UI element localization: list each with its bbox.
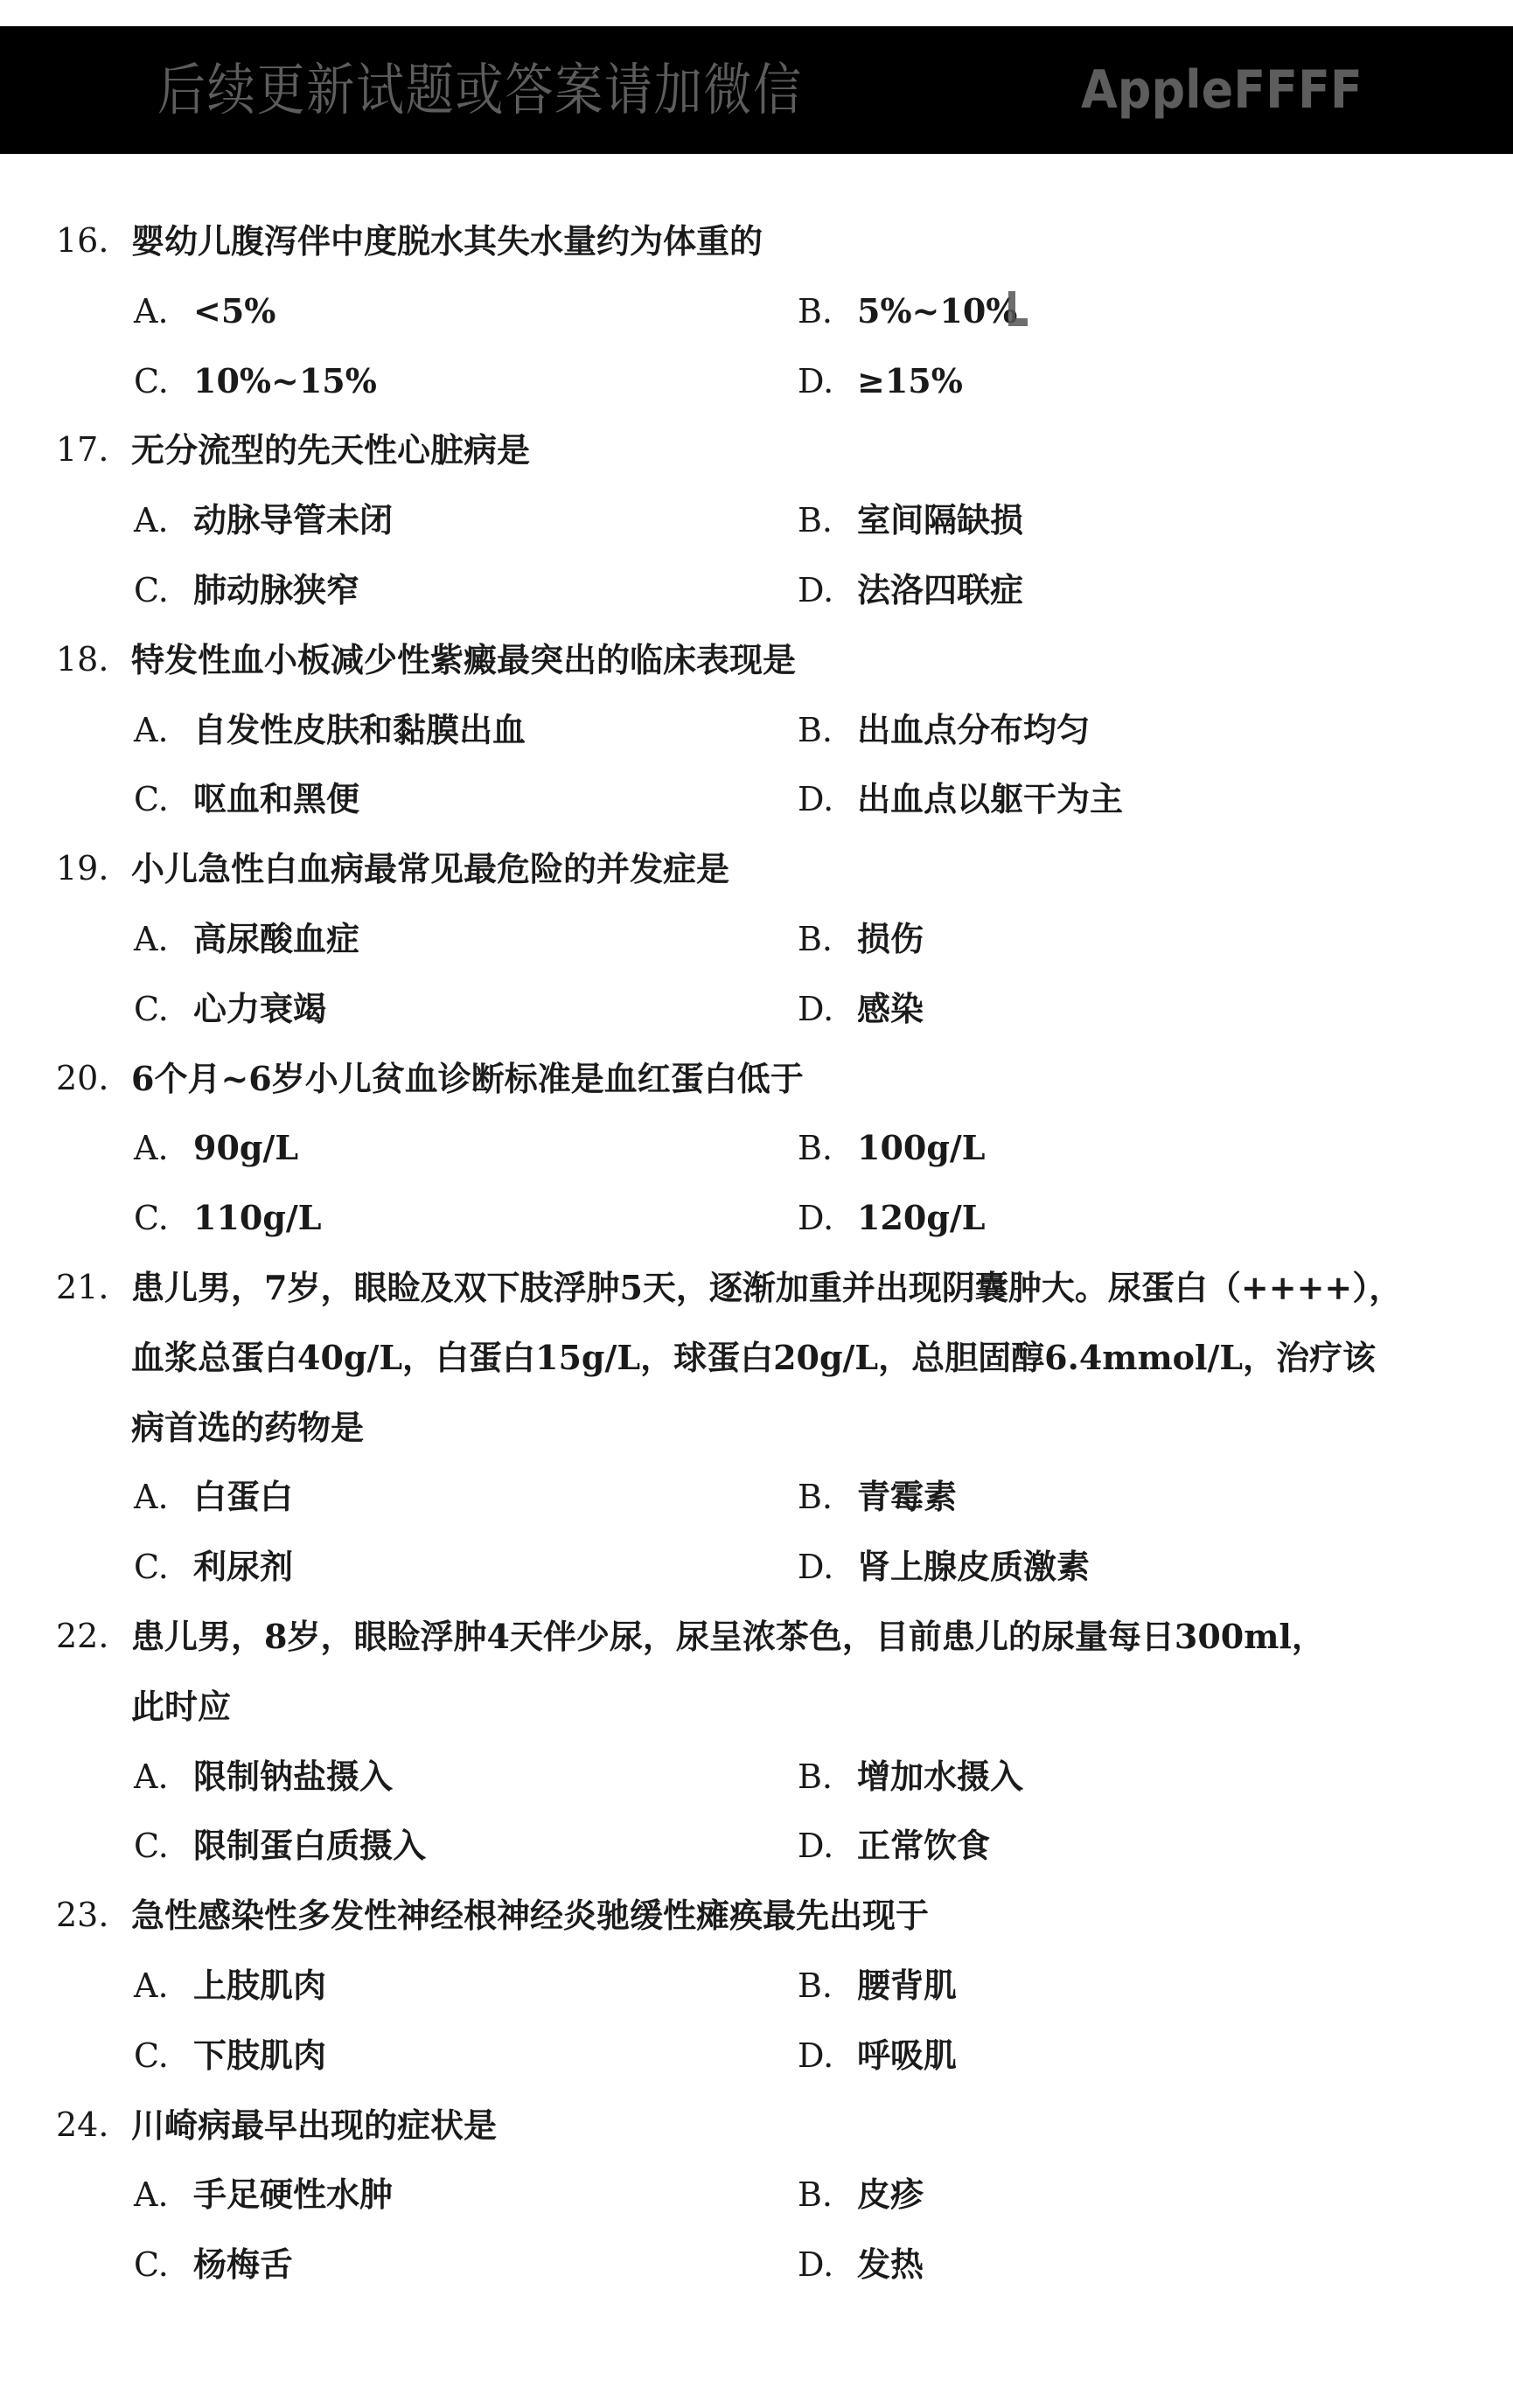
option-a: A. 高尿酸血症 bbox=[134, 918, 360, 958]
option-c: C. 肺动脉狭窄 bbox=[134, 569, 360, 609]
exam-page bbox=[0, 206, 1513, 2300]
question-number: 24. bbox=[56, 2105, 109, 2144]
option-c: C. 10%~15% bbox=[134, 360, 377, 400]
options-row bbox=[0, 695, 1513, 765]
options-row bbox=[0, 485, 1513, 555]
options-row bbox=[0, 276, 1513, 346]
question-number: 18. bbox=[56, 639, 109, 679]
option-a: A. 白蛋白 bbox=[134, 1477, 294, 1517]
banner-wechat-id: AppleFFFF bbox=[1081, 59, 1363, 121]
options-row bbox=[0, 1183, 1513, 1253]
question-number: 17. bbox=[56, 430, 109, 470]
options-row bbox=[0, 346, 1513, 416]
option-b: B. 损伤 bbox=[798, 918, 924, 958]
options-row bbox=[0, 1811, 1513, 1881]
option-c: C. 呕血和黑便 bbox=[134, 779, 360, 819]
option-d: D. 120g/L bbox=[798, 1198, 986, 1238]
question-stem: 急性感染性多发性神经根神经炎驰缓性瘫痪最先出现于 bbox=[131, 1896, 930, 1936]
option-b: B. 腰背肌 bbox=[798, 1965, 958, 2005]
question-stem: 小儿急性白血病最常见最危险的并发症是 bbox=[131, 849, 730, 889]
options-row bbox=[0, 904, 1513, 974]
question-23 bbox=[0, 1881, 1513, 1951]
option-a: A. 自发性皮肤和黏膜出血 bbox=[134, 709, 526, 749]
options-row bbox=[0, 2160, 1513, 2230]
question-number: 23. bbox=[56, 1896, 109, 1935]
option-d: D. 法洛四联症 bbox=[798, 569, 1024, 609]
question-16 bbox=[0, 206, 1513, 276]
question-stem-continued bbox=[0, 1672, 1513, 1742]
option-b: B. 5%~10% bbox=[798, 276, 1028, 347]
handwritten-check-mark bbox=[1008, 291, 1028, 326]
question-number: 22. bbox=[56, 1616, 109, 1655]
question-stem: 6个月~6岁小儿贫血诊断标准是血红蛋白低于 bbox=[131, 1058, 804, 1098]
option-d: D. 正常饮食 bbox=[798, 1826, 991, 1866]
option-b: B. 室间隔缺损 bbox=[798, 500, 1024, 540]
option-c: C. 利尿剂 bbox=[134, 1547, 294, 1587]
question-stem: 婴幼儿腹泻伴中度脱水其失水量约为体重的 bbox=[131, 221, 763, 261]
options-row bbox=[0, 974, 1513, 1044]
question-20 bbox=[0, 1044, 1513, 1114]
option-c: C. 杨梅舌 bbox=[134, 2244, 294, 2285]
question-21 bbox=[0, 1253, 1513, 1323]
question-number: 20. bbox=[56, 1058, 109, 1097]
question-stem-continued bbox=[0, 1323, 1513, 1393]
option-d: D. 出血点以躯干为主 bbox=[798, 779, 1124, 819]
options-row bbox=[0, 1113, 1513, 1183]
options-row bbox=[0, 555, 1513, 625]
question-18 bbox=[0, 625, 1513, 695]
options-row bbox=[0, 764, 1513, 834]
watermark-banner bbox=[0, 26, 1513, 154]
question-19 bbox=[0, 834, 1513, 904]
option-d: D. 感染 bbox=[798, 988, 924, 1028]
option-b: B. 100g/L bbox=[798, 1128, 986, 1168]
option-b: B. 青霉素 bbox=[798, 1477, 958, 1517]
question-stem: 无分流型的先天性心脏病是 bbox=[131, 430, 531, 470]
option-d: D. 发热 bbox=[798, 2244, 924, 2285]
option-c: C. 110g/L bbox=[134, 1198, 322, 1238]
option-a: A. 上肢肌肉 bbox=[134, 1965, 327, 2005]
question-stem: 患儿男，8岁，眼睑浮肿4天伴少尿，尿呈浓茶色，目前患儿的尿量每日300ml， bbox=[131, 1616, 1325, 1656]
question-stem-line: 病首选的药物是 bbox=[131, 1407, 365, 1447]
options-row bbox=[0, 1742, 1513, 1812]
options-row bbox=[0, 2230, 1513, 2300]
options-row bbox=[0, 2021, 1513, 2091]
banner-text: 后续更新试题或答案请加微信 bbox=[157, 59, 803, 123]
question-number: 16. bbox=[56, 221, 109, 260]
option-a: A. 手足硬性水肿 bbox=[134, 2175, 394, 2215]
question-number: 19. bbox=[56, 849, 109, 888]
option-b: B. 皮疹 bbox=[798, 2175, 924, 2215]
option-b: B. 增加水摄入 bbox=[798, 1756, 1024, 1796]
options-row bbox=[0, 1462, 1513, 1532]
option-c: C. 限制蛋白质摄入 bbox=[134, 1826, 427, 1866]
option-d: D. 呼吸肌 bbox=[798, 2035, 958, 2075]
option-d: D. ≥15% bbox=[798, 360, 963, 400]
option-a: A. 限制钠盐摄入 bbox=[134, 1756, 394, 1796]
option-b: B. 出血点分布均匀 bbox=[798, 709, 1091, 749]
question-17 bbox=[0, 415, 1513, 485]
question-22 bbox=[0, 1602, 1513, 1672]
option-d: D. 肾上腺皮质激素 bbox=[798, 1547, 1091, 1587]
option-a: A. 动脉导管未闭 bbox=[134, 500, 394, 540]
question-stem: 特发性血小板减少性紫癜最突出的临床表现是 bbox=[131, 639, 797, 679]
question-24 bbox=[0, 2091, 1513, 2161]
question-number: 21. bbox=[56, 1267, 109, 1306]
question-stem: 患儿男，7岁，眼睑及双下肢浮肿5天，逐渐加重并出现阴囊肿大。尿蛋白（++++）， bbox=[131, 1267, 1403, 1307]
question-stem: 川崎病最早出现的症状是 bbox=[131, 2105, 498, 2145]
question-stem-line: 血浆总蛋白40g/L，白蛋白15g/L，球蛋白20g/L，总胆固醇6.4mmol/L，治疗该 bbox=[131, 1337, 1377, 1377]
question-stem-line: 此时应 bbox=[131, 1686, 232, 1726]
options-row bbox=[0, 1951, 1513, 2021]
option-c: C. 下肢肌肉 bbox=[134, 2035, 327, 2075]
question-stem-continued bbox=[0, 1393, 1513, 1463]
option-c: C. 心力衰竭 bbox=[134, 988, 327, 1028]
option-a: A. 90g/L bbox=[134, 1128, 299, 1168]
option-a: A. <5% bbox=[134, 290, 276, 331]
options-row bbox=[0, 1532, 1513, 1602]
